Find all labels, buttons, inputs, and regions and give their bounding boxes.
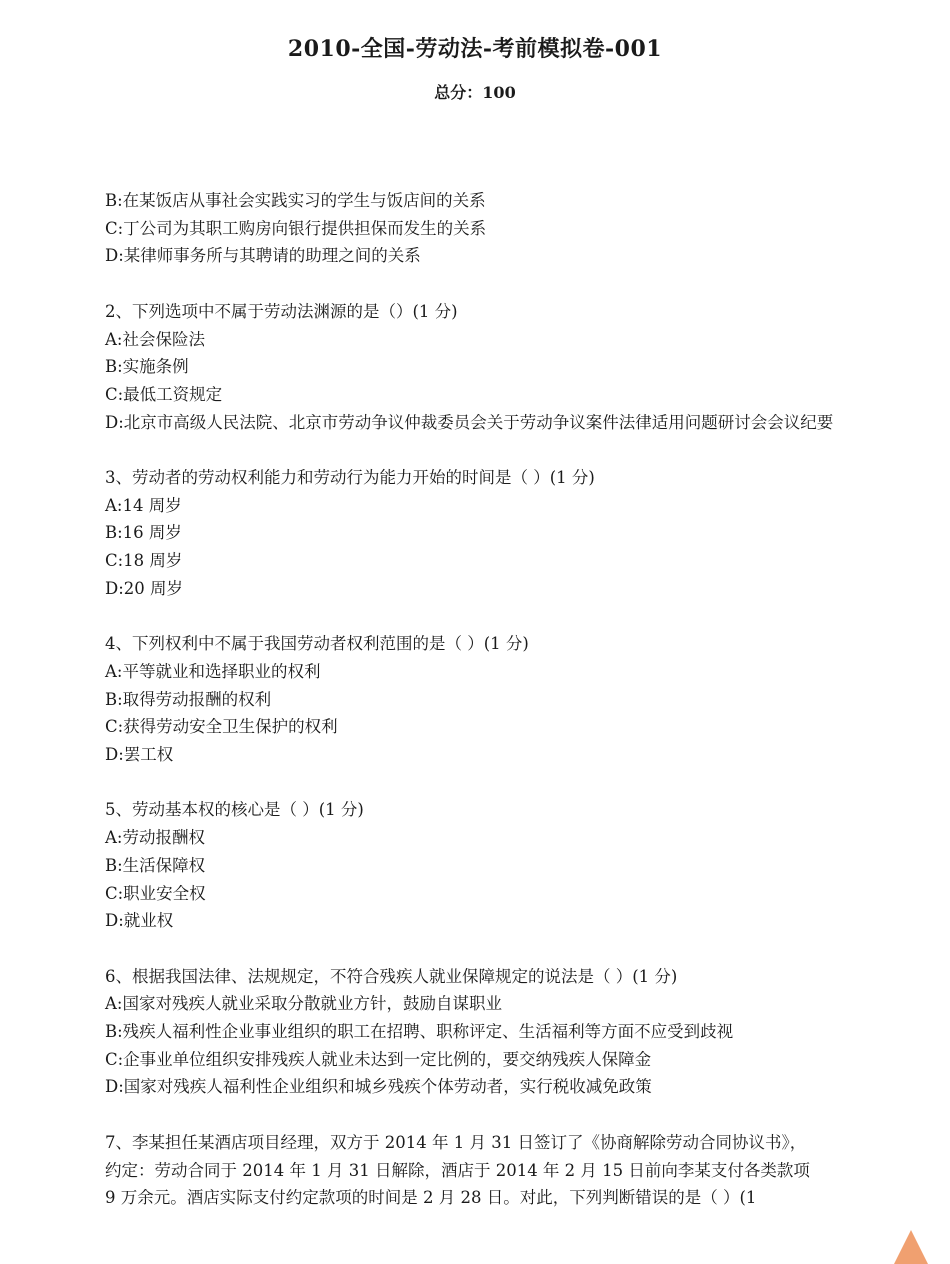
option-c: C:最低工资规定 <box>105 384 223 404</box>
option-b: B:实施条例 <box>105 357 189 377</box>
question-list <box>105 187 850 1212</box>
question-stem: 2、下列选项中不属于劳动法渊源的是（）(1 分) <box>105 301 458 321</box>
option-a: A:劳动报酬权 <box>105 828 205 848</box>
option-d: D:北京市高级人民法院、北京市劳动争议仲裁委员会关于劳动争议案件法律适用问题研讨会会议纪要 <box>105 412 834 432</box>
option-b: B:取得劳动报酬的权利 <box>105 689 272 709</box>
option-q1-d: D:某律师事务所与其聘请的助理之间的关系 <box>105 246 421 266</box>
question-stem-line: 7、李某担任某酒店项目经理，双方于 2014 年 1 月 31 日签订了《协商解除劳动合同协议书》， <box>105 1132 807 1152</box>
option-d: D:就业权 <box>105 911 174 931</box>
option-b: B:生活保障权 <box>105 855 206 875</box>
page-corner-triangle-icon <box>894 1230 928 1264</box>
option-q1-c: C:丁公司为其职工购房向银行提供担保而发生的关系 <box>105 218 487 238</box>
question-stem: 3、劳动者的劳动权利能力和劳动行为能力开始的时间是（ ）(1 分) <box>105 468 595 487</box>
option-b: B:残疾人福利性企业事业组织的职工在招聘、职称评定、生活福利等方面不应受到歧视 <box>105 1022 734 1042</box>
option-d: D:国家对残疾人福利性企业组织和城乡残疾个体劳动者，实行税收减免政策 <box>105 1077 652 1097</box>
document-title: 2010-全国-劳动法-考前模拟卷-001 <box>287 36 663 62</box>
question-stem: 4、下列权利中不属于我国劳动者权利范围的是（ ）(1 分) <box>105 634 529 654</box>
option-a: A:国家对残疾人就业采取分散就业方针，鼓励自谋职业 <box>105 994 502 1014</box>
option-c: C:获得劳动安全卫生保护的权利 <box>105 717 338 737</box>
question-1-options <box>105 187 850 270</box>
question-4 <box>105 630 850 769</box>
total-score: 总分：100 <box>434 83 516 102</box>
option-a: A:14 周岁 <box>105 495 182 515</box>
option-q1-b: B:在某饭店从事社会实践实习的学生与饭店间的关系 <box>105 191 486 210</box>
question-2 <box>105 298 850 437</box>
option-c: C:企事业单位组织安排残疾人就业未达到一定比例的，要交纳残疾人保障金 <box>105 1049 652 1069</box>
question-3 <box>105 464 850 603</box>
question-stem-line: 约定：劳动合同于 2014 年 1 月 31 日解除，酒店于 2014 年 2 月 15 日前向李某支付各类款项 <box>105 1160 810 1180</box>
question-5 <box>105 796 850 935</box>
question-7 <box>105 1129 850 1212</box>
question-stem: 6、根据我国法律、法规规定，不符合残疾人就业保障规定的说法是（ ）(1 分) <box>105 966 678 986</box>
question-6 <box>105 963 850 1102</box>
option-c: C:职业安全权 <box>105 883 206 903</box>
option-d: D:20 周岁 <box>105 578 184 598</box>
question-stem: 5、劳动基本权的核心是（ ）(1 分) <box>105 800 364 820</box>
option-b: B:16 周岁 <box>105 523 182 543</box>
option-c: C:18 周岁 <box>105 551 183 571</box>
option-a: A:平等就业和选择职业的权利 <box>105 661 321 681</box>
option-a: A:社会保险法 <box>105 329 205 349</box>
question-stem-line: 9 万余元。酒店实际支付约定款项的时间是 2 月 28 日。对此，下列判断错误的是（ ）(1 <box>105 1188 757 1208</box>
option-d: D:罢工权 <box>105 745 174 765</box>
